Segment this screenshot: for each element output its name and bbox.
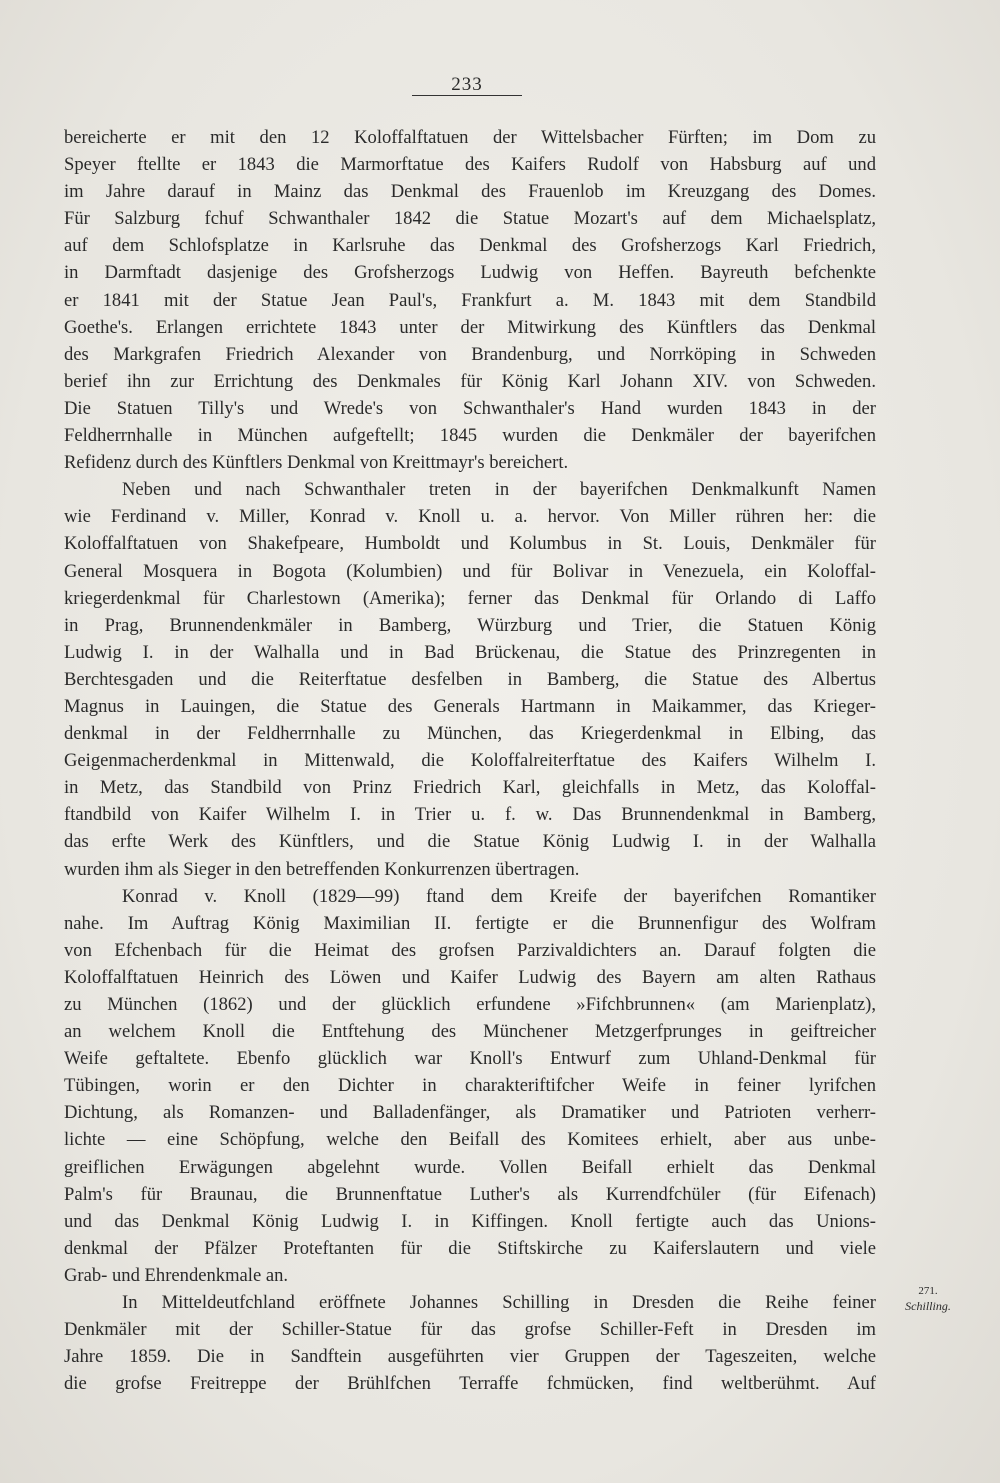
text-line: Palm's für Braunau, die Brunnenftatue Luther's als Kurrendfchüler (für Eifenach) <box>64 1183 876 1205</box>
text-line: ftandbild von Kaifer Wilhelm I. in Trier u. f. w. Das Brunnendenkmal in Bamberg, <box>64 804 876 826</box>
text-line: das erfte Werk des Künftlers, und die Statue König Ludwig I. in der Walhalla <box>64 831 876 853</box>
text-line: in Darmftadt dasjenige des Grofsherzogs Ludwig von Heffen. Bayreuth befchenkte <box>64 262 876 284</box>
text-line: Dichtung, als Romanzen- und Balladenfänger, als Dramatiker und Patrioten verherr- <box>64 1102 876 1124</box>
text-line: bereicherte er mit den 12 Koloffalftatuen der Wittelsbacher Fürften; im Dom zu <box>64 127 876 148</box>
text-line: nahe. Im Auftrag König Maximilian II. fertigte er die Brunnenfigur des Wolfram <box>64 912 876 934</box>
text-line: Berchtesgaden und die Reiterftatue desfelben in Bamberg, die Statue des Albertus <box>64 668 876 690</box>
text-line: im Jahre darauf in Mainz das Denkmal des Frauenlob im Kreuzgang des Domes. <box>64 181 876 203</box>
text-line: Refidenz durch des Künftlers Denkmal von Kreittmayr's bereichert. <box>64 452 569 474</box>
text-line: Für Salzburg fchuf Schwanthaler 1842 die Statue Mozart's auf dem Michaelsplatz, <box>64 208 876 230</box>
text-line: Speyer ftellte er 1843 die Marmorftatue des Kaifers Rudolf von Habsburg auf und <box>64 154 876 176</box>
text-line: denkmal der Pfälzer Proteftanten für die Stiftskirche zu Kaiferslautern und viele <box>64 1237 876 1259</box>
text-line: wie Ferdinand v. Miller, Konrad v. Knoll u. a. hervor. Von Miller rühren her: die <box>64 506 876 528</box>
text-line: wurden ihm als Sieger in den betreffenden Konkurrenzen übertragen. <box>64 858 580 880</box>
text-line: er 1841 mit der Statue Jean Paul's, Frankfurt a. M. 1843 mit dem Standbild <box>64 289 876 311</box>
page-number: 233 <box>451 74 483 95</box>
page-number-rule <box>412 95 522 96</box>
text-line: Grab- und Ehrendenkmale an. <box>64 1264 289 1286</box>
text-line: denkmal in der Feldherrnhalle zu München, das Kriegerdenkmal in Elbing, das <box>64 723 876 745</box>
body-text <box>64 124 876 1397</box>
text-line: Magnus in Lauingen, die Statue des Generals Hartmann in Maikammer, das Krieger- <box>64 695 876 717</box>
text-line: in Prag, Brunnendenkmäler in Bamberg, Würzburg und Trier, die Statuen König <box>64 614 876 636</box>
text-line: an welchem Knoll die Entftehung des Münchener Metzgerfprunges in geiftreicher <box>64 1021 876 1043</box>
margin-note-number: 271. <box>918 1285 938 1297</box>
text-line: des Markgrafen Friedrich Alexander von Brandenburg, und Norrköping in Schweden <box>64 343 876 365</box>
text-line: auf dem Schlofsplatze in Karlsruhe das Denkmal des Grofsherzogs Karl Friedrich, <box>64 235 876 257</box>
text-line: Koloffalftatuen Heinrich des Löwen und Kaifer Ludwig des Bayern am alten Rathaus <box>64 966 876 988</box>
text-line: Geigenmacherdenkmal in Mittenwald, die Koloffalreiterftatue des Kaifers Wilhelm I. <box>64 750 876 772</box>
margin-note <box>888 1284 968 1314</box>
text-line: Koloffalftatuen von Shakefpeare, Humboldt und Kolumbus in St. Louis, Denkmäler für <box>64 533 876 555</box>
text-line: lichte — eine Schöpfung, welche den Beifall des Komitees erhielt, aber aus unbe- <box>64 1129 876 1151</box>
text-line: Jahre 1859. Die in Sandftein ausgeführten vier Gruppen der Tageszeiten, welche <box>64 1346 876 1368</box>
text-line: berief ihn zur Errichtung des Denkmales für König Karl Johann XIV. von Schweden. <box>64 370 876 392</box>
text-line: Feldherrnhalle in München aufgeftellt; 1845 wurden die Denkmäler der bayerifchen <box>64 425 876 447</box>
text-line: Neben und nach Schwanthaler treten in der bayerifchen Denkmalkunft Namen <box>122 479 876 501</box>
margin-note-label: Schilling. <box>905 1299 951 1313</box>
text-line: in Metz, das Standbild von Prinz Friedrich Karl, gleichfalls in Metz, das Koloffal- <box>64 777 876 799</box>
text-line: Tübingen, worin er den Dichter in charakteriftifcher Weife in feiner lyrifchen <box>64 1075 876 1097</box>
text-line: Weife geftaltete. Ebenfo glücklich war Knoll's Entwurf zum Uhland-Denkmal für <box>64 1048 876 1070</box>
text-line: Die Statuen Tilly's und Wrede's von Schwanthaler's Hand wurden 1843 in der <box>64 397 876 419</box>
text-line: die grofse Freitreppe der Brühlfchen Terraffe fchmücken, find weltberühmt. Auf <box>64 1373 876 1395</box>
text-line: von Efchenbach für die Heimat des grofsen Parzivaldichters an. Darauf folgten die <box>64 939 876 961</box>
text-line: greiflichen Erwägungen abgelehnt wurde. Vollen Beifall erhielt das Denkmal <box>64 1156 876 1178</box>
text-line: Goethe's. Erlangen errichtete 1843 unter der Mitwirkung des Künftlers das Denkmal <box>64 316 876 338</box>
text-line: und das Denkmal König Ludwig I. in Kiffingen. Knoll fertigte auch das Unions- <box>64 1210 876 1232</box>
text-line: General Mosquera in Bogota (Kolumbien) und für Bolivar in Venezuela, ein Koloffal- <box>64 560 876 582</box>
text-line: zu München (1862) und der glücklich erfundene »Fifchbrunnen« (am Marienplatz), <box>64 994 876 1015</box>
text-line: Denkmäler mit der Schiller-Statue für das grofse Schiller-Feft in Dresden im <box>64 1319 876 1341</box>
text-line: kriegerdenkmal für Charlestown (Amerika); ferner das Denkmal für Orlando di Laffo <box>64 587 876 609</box>
text-line: Ludwig I. in der Walhalla und in Bad Brückenau, die Statue des Prinzregenten in <box>64 641 876 663</box>
text-line: Konrad v. Knoll (1829—99) ftand dem Kreife der bayerifchen Romantiker <box>122 885 876 907</box>
text-line: In Mitteldeutfchland eröffnete Johannes Schilling in Dresden die Reihe feiner <box>122 1292 876 1314</box>
